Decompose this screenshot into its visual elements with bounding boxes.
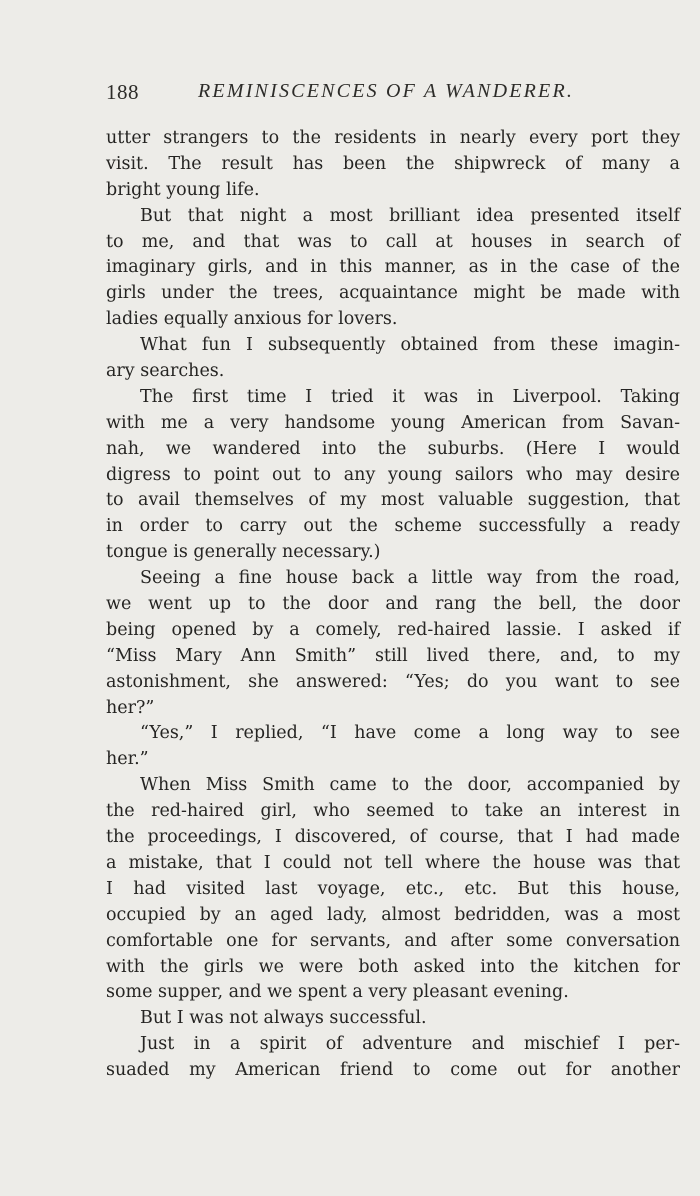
text-line: What fun I subsequently obtained from these imagin- [140,335,680,356]
running-title: REMINISCENCES OF A WANDERER. [198,80,575,102]
text-line: the proceedings, I discovered, of course, that I had made [106,827,680,848]
text-line: occupied by an aged lady, almost bedridden, was a most [106,904,680,925]
text-line: I had visited last voyage, etc., etc. But this house, [106,878,680,899]
text-line: digress to point out to any young sailors who may desire [106,464,680,485]
text-line: “Miss Mary Ann Smith” still lived there, and, to my [106,645,680,666]
text-line: But that night a most brilliant idea presented itself [140,205,680,226]
body-text [106,126,680,1084]
text-line: The first time I tried it was in Liverpool. Taking [140,386,680,407]
text-line: some supper, and we spent a very pleasant evening. [106,982,569,1003]
text-line: in order to carry out the scheme successfully a ready [106,516,680,537]
text-line: comfortable one for servants, and after some conversation [106,930,680,951]
text-line: ary searches. [106,361,225,382]
text-line: we went up to the door and rang the bell, the door [106,594,680,615]
text-line: When Miss Smith came to the door, accompanied by [140,775,680,796]
text-line: astonishment, she answered: “Yes; do you want to see [106,671,680,692]
text-line: “Yes,” I replied, “I have come a long way to see [140,723,680,744]
text-line: to me, and that was to call at houses in search of [106,231,680,252]
text-line: with me a very handsome young American from Savan- [106,412,680,433]
page-header [106,80,680,110]
text-line: But I was not always successful. [140,1008,427,1029]
text-line: suaded my American friend to come out for another [106,1060,680,1081]
text-line: utter strangers to the residents in nearly every port they [106,128,680,148]
text-line: her.” [106,749,149,770]
text-line: visit. The result has been the shipwreck of many a [106,153,680,174]
text-line: her?” [106,697,155,718]
page-number: 188 [106,80,139,104]
text-line: nah, we wandered into the suburbs. (Here I would [106,438,680,459]
text-line: Seeing a fine house back a little way from the road, [140,568,680,589]
text-line: being opened by a comely, red-haired lassie. I asked if [106,619,680,640]
text-line: ladies equally anxious for lovers. [106,309,398,330]
text-line: Just in a spirit of adventure and mischief I per- [140,1034,680,1055]
text-line: girls under the trees, acquaintance might be made with [106,283,680,304]
text-line: a mistake, that I could not tell where the house was that [106,852,680,873]
text-line: the red-haired girl, who seemed to take an interest in [106,801,680,822]
text-line: bright young life. [106,179,260,200]
text-line: to avail themselves of my most valuable suggestion, that [106,490,680,511]
text-line: with the girls we were both asked into the kitchen for [106,956,680,977]
text-line: imaginary girls, and in this manner, as in the case of the [106,257,680,278]
text-line: tongue is generally necessary.) [106,542,381,563]
